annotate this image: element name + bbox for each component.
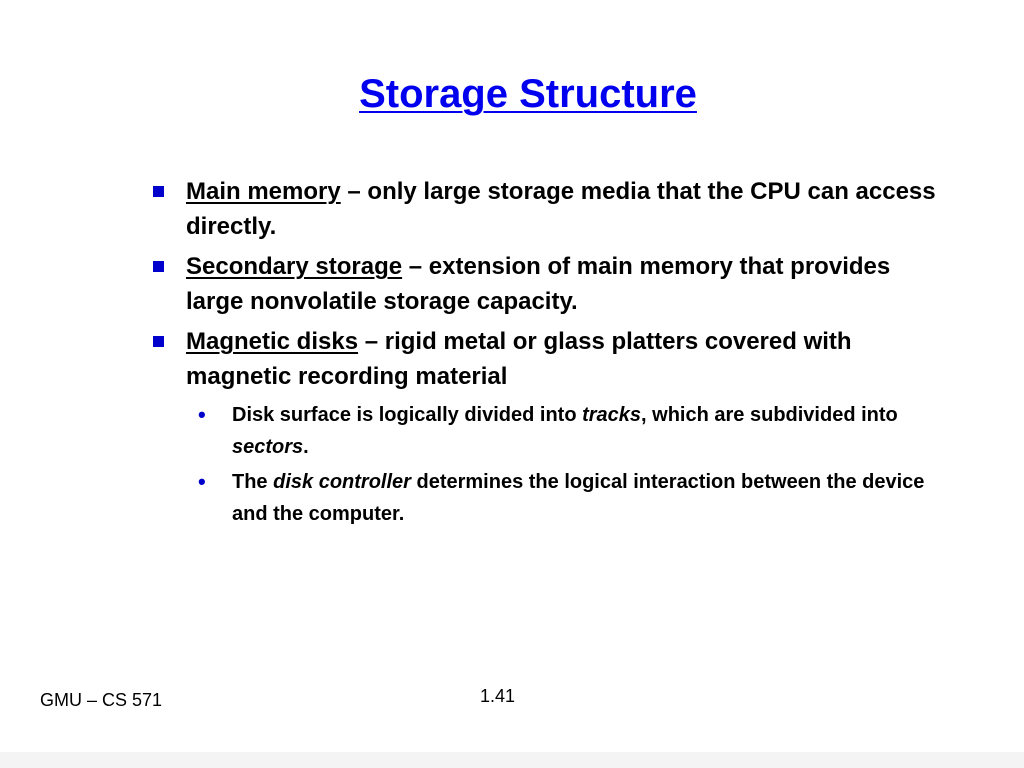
term-main-memory: Main memory	[186, 178, 341, 205]
footer-course: GMU – CS 571	[40, 690, 163, 710]
em-sectors: sectors	[232, 436, 304, 458]
dot-bullet-icon: •	[198, 402, 206, 427]
subbullet-text: .	[303, 436, 309, 458]
bullet-text: – extension of main memory that provides large nonvolatile storage capacity.	[186, 253, 891, 315]
subbullet-text: , which are subdivided into	[641, 404, 898, 426]
square-bullet-icon	[153, 336, 164, 347]
slide-content	[150, 174, 940, 533]
square-bullet-icon	[153, 261, 164, 272]
em-disk-controller: disk controller	[273, 471, 411, 493]
bullet-text: – only large storage media that the CPU can access directly.	[186, 178, 936, 240]
em-tracks: tracks	[582, 404, 642, 426]
subbullet-tracks-sectors	[150, 399, 940, 463]
term-secondary-storage: Secondary storage	[186, 253, 403, 280]
subbullet-text: The	[232, 471, 274, 493]
subbullet-text: Disk surface is logically divided into	[232, 404, 583, 426]
square-bullet-icon	[153, 186, 164, 197]
slide-title: Storage Structure	[359, 72, 697, 116]
bullet-main-memory	[150, 174, 940, 244]
subbullet-text: determines the logical interaction between the device and the computer.	[232, 471, 925, 525]
footer-page-number: 1.41	[480, 686, 516, 706]
dot-bullet-icon: •	[198, 469, 206, 494]
bullet-text: – rigid metal or glass platters covered with magnetic recording material	[186, 328, 852, 390]
bottom-strip	[0, 752, 1024, 768]
subbullet-disk-controller	[150, 466, 940, 530]
bullet-magnetic-disks	[150, 324, 940, 394]
term-magnetic-disks: Magnetic disks	[186, 328, 359, 355]
bullet-secondary-storage	[150, 249, 940, 319]
